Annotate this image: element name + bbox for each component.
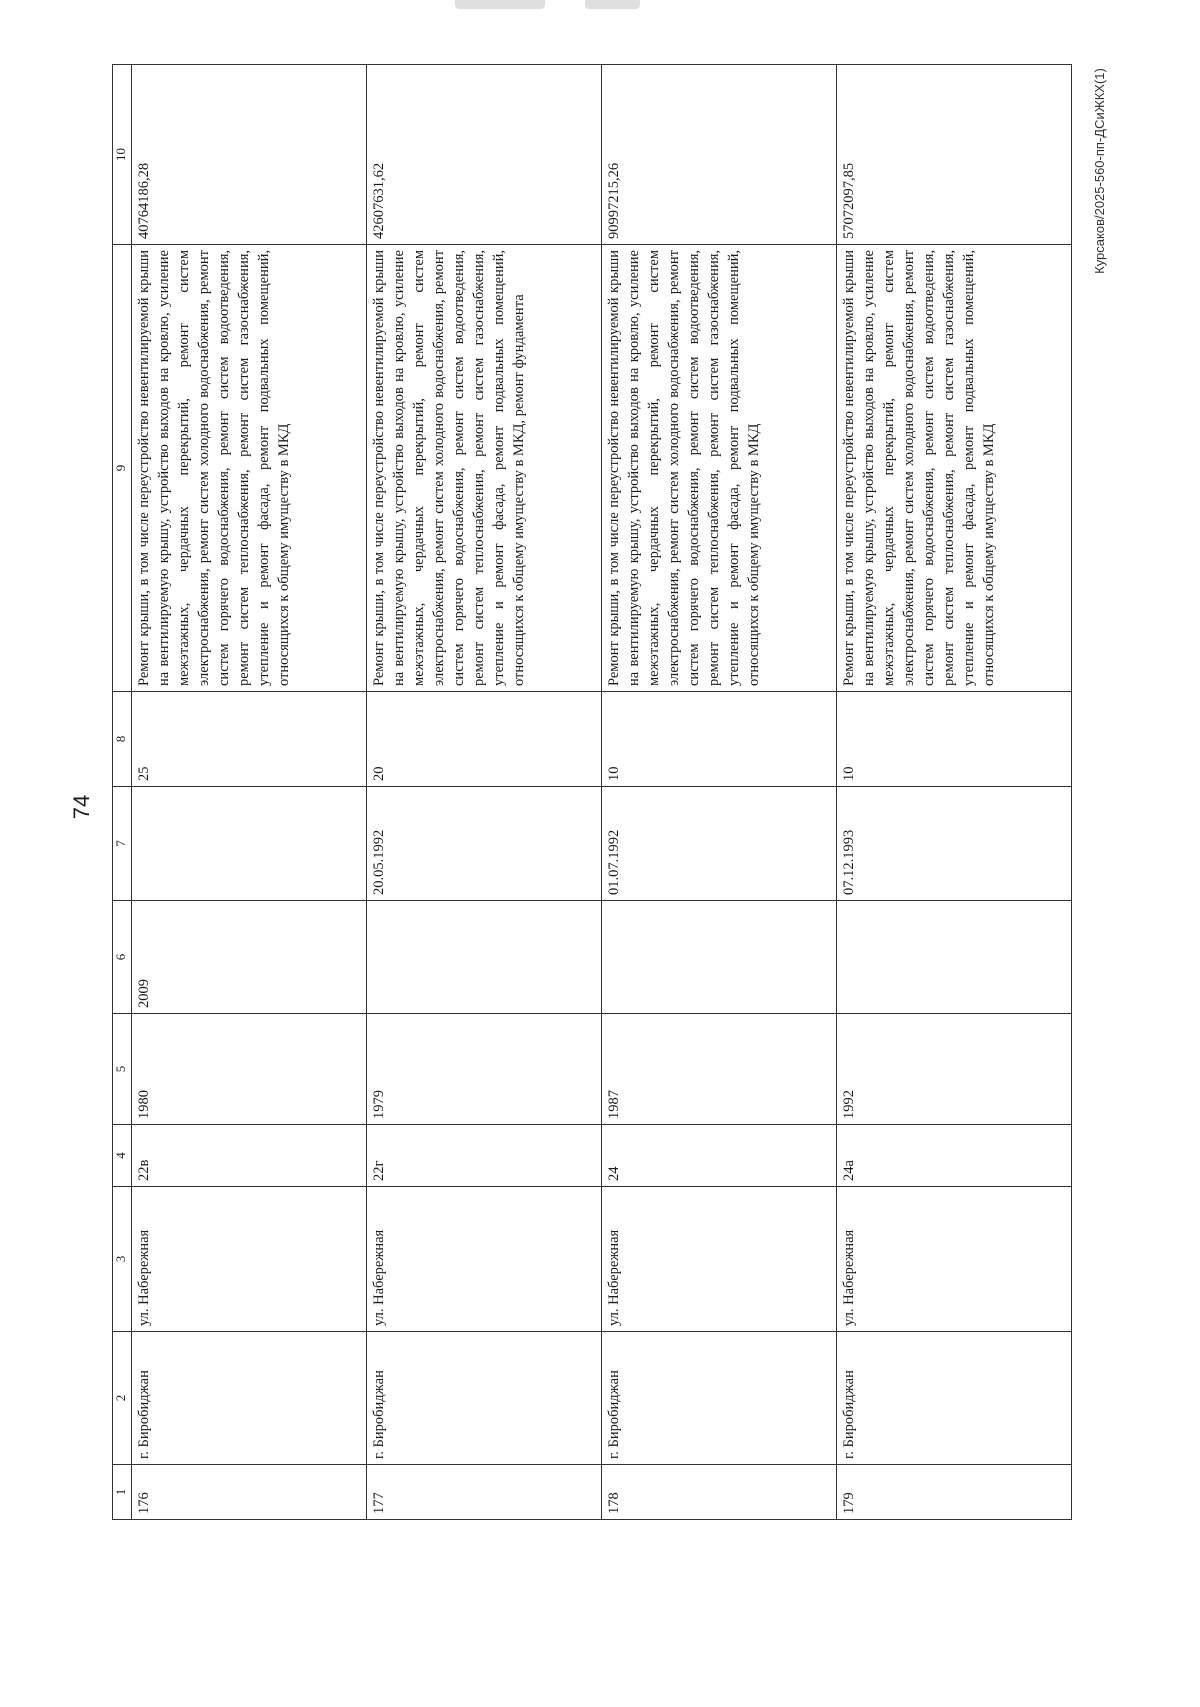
table-row xyxy=(602,65,837,1520)
column-header: 4 xyxy=(113,1125,132,1187)
row-number: 179 xyxy=(837,1465,1072,1520)
year-cell: 2009 xyxy=(132,901,367,1014)
city-cell: г. Биробиджан xyxy=(132,1332,367,1465)
column-header: 9 xyxy=(113,245,132,692)
column-header: 10 xyxy=(113,65,132,245)
year-built-cell: 1980 xyxy=(132,1014,367,1125)
table-row xyxy=(837,65,1072,1520)
register-table xyxy=(112,64,1072,1520)
street-cell: ул. Набережная xyxy=(837,1187,1072,1332)
row-number: 178 xyxy=(602,1465,837,1520)
city-cell: г. Биробиджан xyxy=(602,1332,837,1465)
column-header: 7 xyxy=(113,787,132,901)
column-header: 2 xyxy=(113,1332,132,1465)
house-cell: 22г xyxy=(367,1125,602,1187)
year-cell xyxy=(602,901,837,1014)
scan-artifact xyxy=(585,0,640,9)
street-cell: ул. Набережная xyxy=(602,1187,837,1332)
street-cell: ул. Набережная xyxy=(367,1187,602,1332)
year-cell xyxy=(367,901,602,1014)
date-cell xyxy=(132,787,367,901)
street-cell: ул. Набережная xyxy=(132,1187,367,1332)
date-cell: 01.07.1992 xyxy=(602,787,837,901)
share-cell: 25 xyxy=(132,692,367,787)
register-table-rotated xyxy=(112,65,1152,1520)
cost-cell: 40764186,28 xyxy=(132,65,367,245)
year-cell xyxy=(837,901,1072,1014)
column-header: 3 xyxy=(113,1187,132,1332)
city-cell: г. Биробиджан xyxy=(367,1332,602,1465)
share-cell: 10 xyxy=(602,692,837,787)
house-cell: 24а xyxy=(837,1125,1072,1187)
house-cell: 22в xyxy=(132,1125,367,1187)
page-number: 74 xyxy=(69,794,94,820)
share-cell: 10 xyxy=(837,692,1072,787)
column-header: 1 xyxy=(113,1465,132,1520)
share-cell: 20 xyxy=(367,692,602,787)
cost-cell: 57072097,85 xyxy=(837,65,1072,245)
house-cell: 24 xyxy=(602,1125,837,1187)
works-cell: Ремонт крыши, в том числе переустройство невентилируемой крыши на вентилируемую крышу, устройство выходов на кровлю, усиление межэтажных, чердачных перекрытий, ремонт систем электроснабжения, ремонт систем холодного водоснабжения, ремонт систем горячего водоснабжения, ремонт систем водоотведения, ремонт систем теплоснабжения, ремонт систем газоснабжения, утепление и ремонт фасада, ремонт подвальных помещений, относящихся к общему имуществу в МКД xyxy=(132,245,367,692)
works-cell: Ремонт крыши, в том числе переустройство невентилируемой крыши на вентилируемую крышу, устройство выходов на кровлю, усиление межэтажных, чердачных перекрытий, ремонт систем электроснабжения, ремонт систем холодного водоснабжения, ремонт систем горячего водоснабжения, ремонт систем водоотведения, ремонт систем теплоснабжения, ремонт систем газоснабжения, утепление и ремонт фасада, ремонт подвальных помещений, относящихся к общему имуществу в МКД, ремонт фундамента xyxy=(367,245,602,692)
cost-cell: 90997215,26 xyxy=(602,65,837,245)
row-number: 176 xyxy=(132,1465,367,1520)
column-header: 6 xyxy=(113,901,132,1014)
cost-cell: 42607631,62 xyxy=(367,65,602,245)
document-reference: Курсаков/2025-560-пп-ДСиЖКХ(1) xyxy=(1092,68,1107,274)
city-cell: г. Биробиджан xyxy=(837,1332,1072,1465)
year-built-cell: 1979 xyxy=(367,1014,602,1125)
year-built-cell: 1992 xyxy=(837,1014,1072,1125)
date-cell: 07.12.1993 xyxy=(837,787,1072,901)
header-row xyxy=(113,65,132,1520)
date-cell: 20.05.1992 xyxy=(367,787,602,901)
row-number: 177 xyxy=(367,1465,602,1520)
scan-artifact xyxy=(455,0,545,9)
column-header: 5 xyxy=(113,1014,132,1125)
table-row xyxy=(132,65,367,1520)
year-built-cell: 1987 xyxy=(602,1014,837,1125)
works-cell: Ремонт крыши, в том числе переустройство невентилируемой крыши на вентилируемую крышу, устройство выходов на кровлю, усиление межэтажных, чердачных перекрытий, ремонт систем электроснабжения, ремонт систем холодного водоснабжения, ремонт систем горячего водоснабжения, ремонт систем водоотведения, ремонт систем теплоснабжения, ремонт систем газоснабжения, утепление и ремонт фасада, ремонт подвальных помещений, относящихся к общему имуществу в МКД xyxy=(602,245,837,692)
works-cell: Ремонт крыши, в том числе переустройство невентилируемой крыши на вентилируемую крышу, устройство выходов на кровлю, усиление межэтажных, чердачных перекрытий, ремонт систем электроснабжения, ремонт систем холодного водоснабжения, ремонт систем горячего водоснабжения, ремонт систем водоотведения, ремонт систем теплоснабжения, ремонт систем газоснабжения, утепление и ремонт фасада, ремонт подвальных помещений, относящихся к общему имуществу в МКД xyxy=(837,245,1072,692)
table-row xyxy=(367,65,602,1520)
column-header: 8 xyxy=(113,692,132,787)
